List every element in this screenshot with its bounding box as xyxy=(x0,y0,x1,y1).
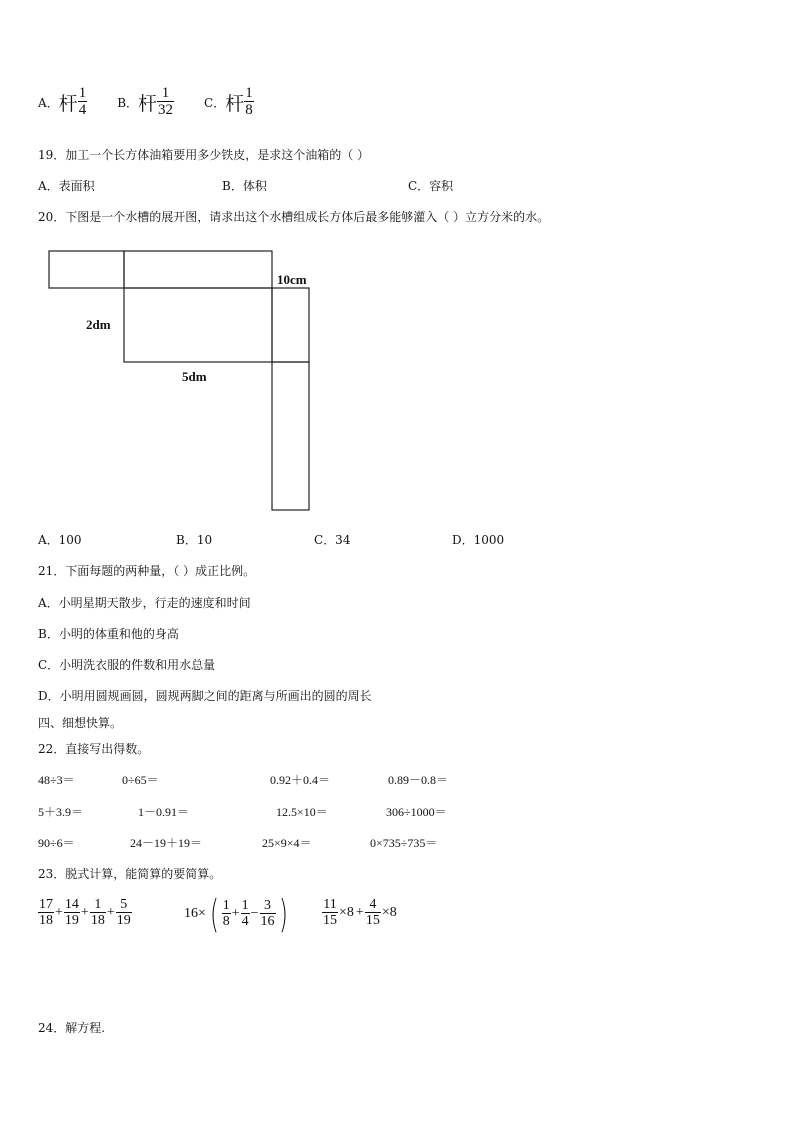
q22-item: 0×735÷735＝ xyxy=(370,836,438,850)
q20-net-diagram xyxy=(0,0,794,560)
fraction-denominator: 19 xyxy=(116,913,131,928)
q22-text: 22．直接写出得数。 xyxy=(38,742,150,756)
fraction-denominator: 32 xyxy=(158,102,174,118)
fraction xyxy=(116,898,132,928)
q21-option-b[interactable]: B．小明的体重和他的身高 xyxy=(38,627,179,641)
right-paren: ) xyxy=(278,892,288,936)
q18-option-a-label: A． xyxy=(38,95,59,110)
fraction-numerator: 1 xyxy=(222,898,230,913)
q22-item: 1－0.91＝ xyxy=(138,805,190,819)
fraction xyxy=(322,898,338,928)
q20-text: 20．下图是一个水槽的展开图，请求出这个水槽组成长方体后最多能够灌入（ ）立方分米的水。 xyxy=(38,210,550,224)
plus-sign: + xyxy=(355,905,364,920)
fraction-numerator: 4 xyxy=(369,897,377,912)
fraction-numerator: 1 xyxy=(94,897,102,912)
net-label-height: 2dm xyxy=(86,317,111,332)
q22-item: 25×9×4＝ xyxy=(262,836,312,850)
q21-option-c[interactable]: C．小明洗衣服的件数和用水总量 xyxy=(38,658,216,672)
q19-option-c[interactable]: C．容积 xyxy=(408,179,454,193)
q21-option-d[interactable]: D．小明用圆规画圆，圆规两脚之间的距离与所画出的圆的周长 xyxy=(38,689,372,703)
q22-item: 12.5×10＝ xyxy=(276,805,328,819)
q20-option-c[interactable]: C．34 xyxy=(314,533,351,547)
q22-item: 0.89－0.8＝ xyxy=(388,773,449,787)
fraction-numerator: 1 xyxy=(78,85,87,101)
fraction xyxy=(38,898,54,928)
plus-sign: + xyxy=(106,905,115,920)
left-paren: ( xyxy=(209,892,219,936)
multiply-term: ×8 xyxy=(381,905,397,920)
fraction-denominator: 16 xyxy=(260,914,275,929)
fraction xyxy=(241,899,250,929)
fraction-numerator: 17 xyxy=(39,897,53,912)
q22-item: 48÷3＝ xyxy=(38,773,75,787)
fraction-denominator: 18 xyxy=(39,913,53,928)
fraction xyxy=(260,899,276,929)
fraction-denominator: 4 xyxy=(241,914,249,929)
q20-option-a[interactable]: A．100 xyxy=(38,533,82,547)
fraction xyxy=(90,898,106,928)
q20-option-b[interactable]: B．10 xyxy=(176,533,213,547)
q18-option-b-label: B． xyxy=(117,95,139,110)
net-face-back xyxy=(272,362,309,510)
fraction-numerator: 1 xyxy=(245,85,253,101)
fraction-denominator: 15 xyxy=(323,913,337,928)
fraction xyxy=(64,898,80,928)
q18-option-c-word: 杆 xyxy=(225,92,245,115)
q22-item: 306÷1000＝ xyxy=(386,805,447,819)
fraction xyxy=(222,899,231,929)
fraction-denominator: 8 xyxy=(222,914,230,929)
q22-item: 90÷6＝ xyxy=(38,836,75,850)
fraction-numerator: 14 xyxy=(64,897,79,912)
q22-item: 24－19＋19＝ xyxy=(130,836,203,850)
net-face-right xyxy=(272,288,309,362)
q19-option-b[interactable]: B．体积 xyxy=(222,179,267,193)
fraction-numerator: 3 xyxy=(264,898,272,913)
plus-sign: + xyxy=(231,906,240,921)
minus-sign: − xyxy=(250,906,259,921)
plus-sign: + xyxy=(55,905,63,920)
q21-text: 21．下面每题的两种量，（ ）成正比例。 xyxy=(38,564,256,578)
net-face-left xyxy=(49,251,124,288)
fraction-denominator: 8 xyxy=(245,102,253,118)
net-face-top xyxy=(124,251,272,288)
fraction-denominator: 4 xyxy=(78,102,87,118)
q18-option-c-label: C． xyxy=(204,95,226,110)
q23-expression-1 xyxy=(38,898,132,928)
q24-text: 24．解方程. xyxy=(38,1021,106,1035)
q18-option-a-word: 杆 xyxy=(58,92,78,115)
q23-text: 23．脱式计算，能简算的要简算。 xyxy=(38,867,222,881)
fraction-numerator: 11 xyxy=(323,897,337,912)
fraction-numerator: 1 xyxy=(161,85,170,101)
q23-expression-3 xyxy=(322,898,398,928)
q18-option-b-word: 杆 xyxy=(138,92,158,115)
q19-text: 19．加工一个长方体油箱要用多少铁皮，是求这个油箱的（ ） xyxy=(38,148,370,162)
net-face-bottom xyxy=(124,288,272,362)
expression-coefficient: 16× xyxy=(184,906,206,921)
fraction-numerator: 1 xyxy=(241,898,249,913)
q20-option-d[interactable]: D．1000 xyxy=(452,533,505,547)
multiply-term: ×8 xyxy=(339,905,354,920)
q22-item: 0.92＋0.4＝ xyxy=(270,773,331,787)
fraction-denominator: 19 xyxy=(64,913,79,928)
q22-item: 5＋3.9＝ xyxy=(38,805,84,819)
fraction-numerator: 5 xyxy=(120,897,128,912)
fraction xyxy=(365,898,381,928)
net-label-width: 10cm xyxy=(277,272,307,287)
section-heading: 四、细想快算。 xyxy=(38,716,123,730)
fraction-denominator: 15 xyxy=(365,913,380,928)
q19-option-a[interactable]: A．表面积 xyxy=(38,179,95,193)
net-label-length: 5dm xyxy=(182,369,207,384)
q22-item: 0÷65＝ xyxy=(122,773,159,787)
fraction-denominator: 18 xyxy=(90,913,105,928)
q23-expression-2 xyxy=(183,892,290,936)
plus-sign: + xyxy=(80,905,89,920)
q21-option-a[interactable]: A．小明星期天散步，行走的速度和时间 xyxy=(38,596,251,610)
